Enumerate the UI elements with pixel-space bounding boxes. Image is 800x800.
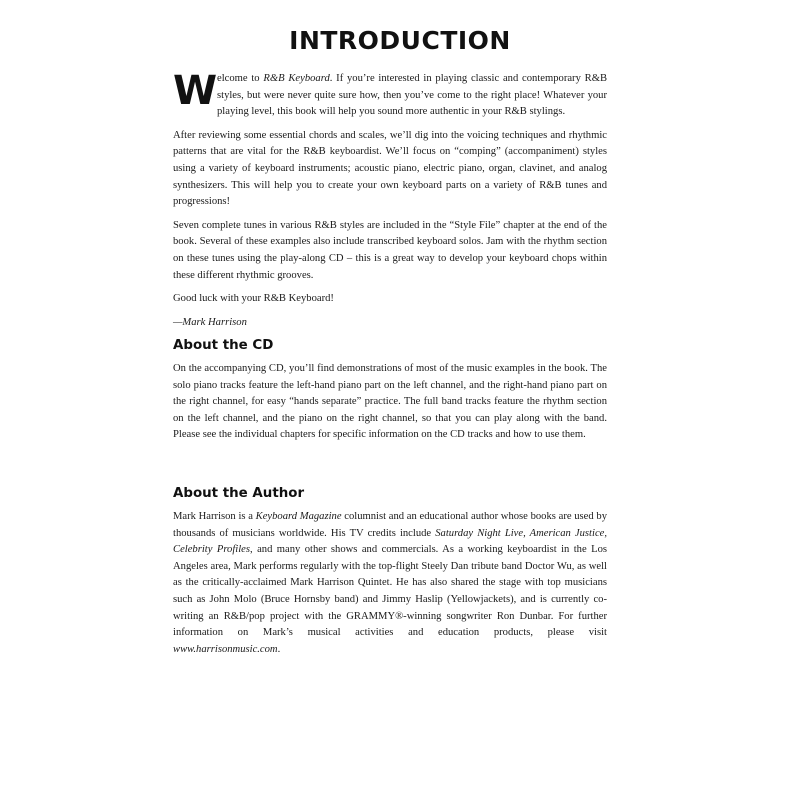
drop-cap: W: [173, 68, 218, 114]
book-title-italic: R&B Keyboard: [263, 73, 330, 84]
intro-paragraph-2: After reviewing some essential chords and scales, we’ll dig into the voicing techniques and rhythmic patterns that are vital for the R&B keyboardist. We’ll focus on “comping” (accompaniment) styles using a variety of keyboard instruments; acoustic piano, electric piano, organ, clavinet, and analog synthesizers. This will help you to create your own keyboard parts on a variety of R&B tunes and progressions!: [173, 129, 607, 208]
author-text-2: columnist and an educational author whose books are used by thousands of musicians worldwide. His TV credits include: [173, 511, 607, 539]
about-author-section: [173, 486, 607, 658]
author-signature: —Mark Harrison: [173, 316, 247, 328]
author-text-1: Mark Harrison is a: [173, 511, 256, 522]
intro-paragraph-3: Seven complete tunes in various R&B styles are included in the “Style File” chapter at the end of the book. Several of these examples also include transcribed keyboard solos. Jam with the rhythm section on these tunes using the play-along CD – this is a great way to develop your keyboard chops within these different rhythmic grooves.: [173, 219, 607, 281]
about-cd-heading: About the CD: [173, 338, 274, 353]
intro-p1-text-b: . If you’re interested in playing classic and contemporary R&B styles, but were never quite sure how, then you’ve come to the right place! Whatever your playing level, this book will help you sound more authentic in your R&B stylings.: [217, 73, 608, 118]
intro-paragraph-1: [173, 68, 608, 121]
author-text-4: .: [277, 643, 281, 655]
about-cd-section: [173, 338, 607, 444]
intro-paragraph-4: Good luck with your R&B Keyboard!: [173, 293, 334, 305]
about-author-paragraph: [173, 509, 607, 658]
page-title: INTRODUCTION: [289, 26, 511, 55]
author-text-3: , and many other shows and commercials. As a working keyboardist in the Los Angeles area, Mark performs regularly with the top-flight Steely Dan tribute band Doctor Wu, as well as the critically-acclaimed Mark Harrison Quintet. He has also shared the stage with top musicians such as John Molo (Bruce Hornsby band) and Jimmy Haslip (Yellowjackets), and is currently co-writing an R&B/pop project with the GRAMMY®-winning songwriter Ron Dunbar. For further information on Mark’s musical activities and education products, please visit: [173, 544, 607, 639]
intro-p1-text-a: elcome to: [217, 73, 264, 84]
tv-credits-italic: Saturday Night Live, American Justice, Celebrity Profiles: [173, 527, 607, 556]
website-url: www.harrisonmusic.com: [173, 643, 278, 655]
introduction-section: [173, 68, 608, 331]
magazine-name-italic: Keyboard Magazine: [255, 511, 342, 522]
about-author-heading: About the Author: [173, 486, 305, 501]
about-cd-paragraph: On the accompanying CD, you’ll find demonstrations of most of the music examples in the book. The solo piano tracks feature the left-hand piano part on the left channel, and the right-hand piano part on the right channel, for easy “hands separate” practice. The full band tracks feature the rhythm section on the left channel, and the piano on the right channel, so that you can play along with the band. Please see the individual chapters for specific information on the CD tracks and how to use them.: [173, 363, 607, 441]
